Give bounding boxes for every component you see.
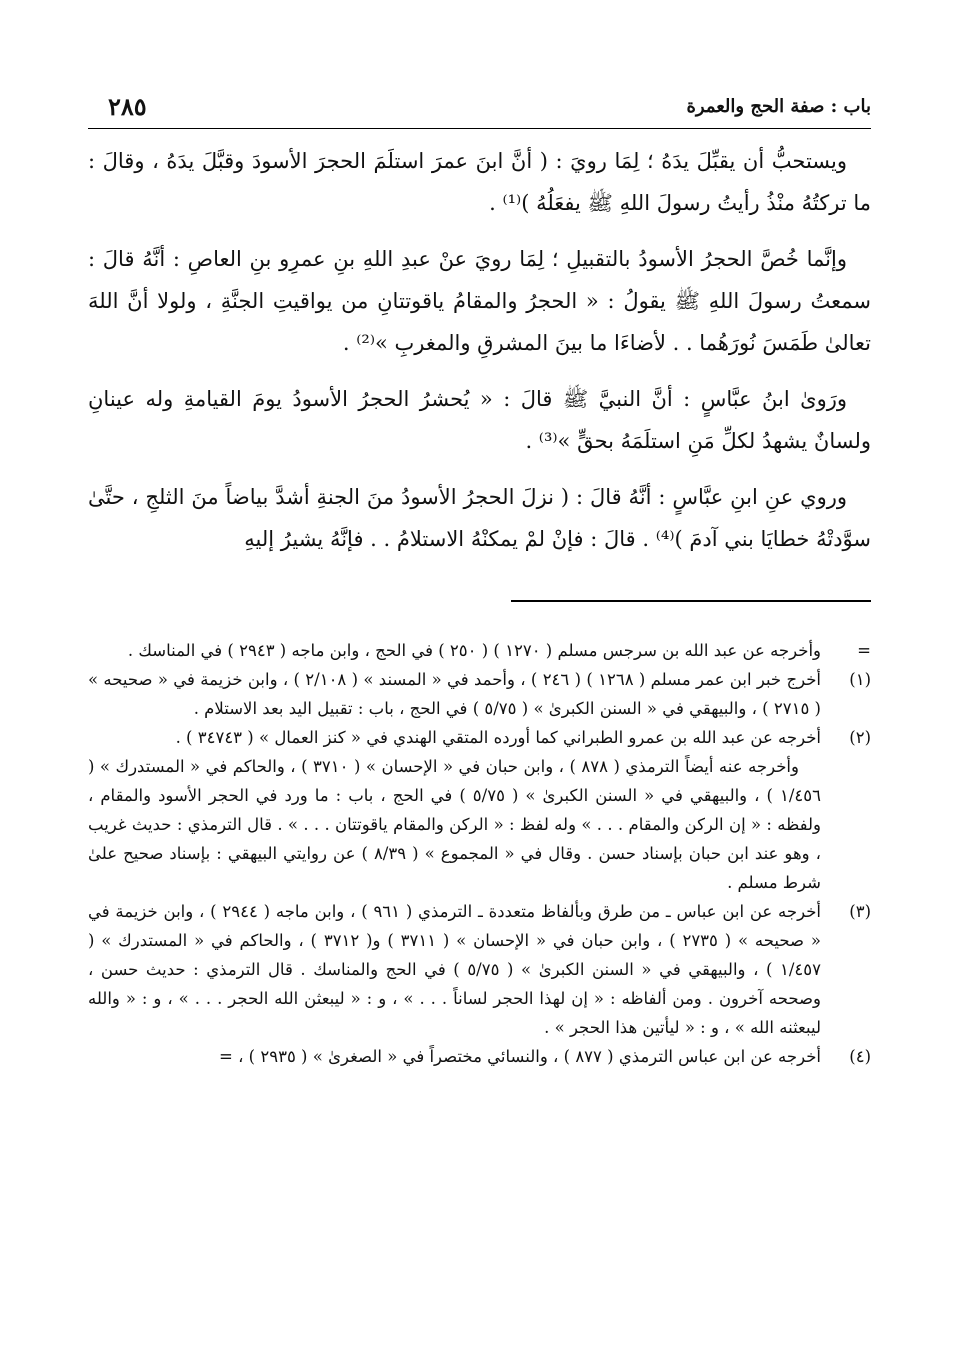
paragraph: وإنَّما خُصَّ الحجرُ الأسودُ بالتقبيلِ ؛ لِمَا رويَ عنْ عبدِ اللهِ بنِ عمرِو بنِ العاصِ : أنَّهُ قالَ : سمعتُ رسولَ اللهِ ﷺ يقولُ : « الحجرُ والمقامُ ياقوتتانِ من يواقيتِ الجنَّةِ ، ولولا أنَّ اللهَ تعالىٰ طَمَسَ نُورَهُما . . لأضاءَا ما بينَ المشرقِ والمغربِ »⁽²⁾ .	[88, 247, 871, 355]
footnote-3	[88, 897, 871, 1042]
footnote-1	[88, 665, 871, 723]
footnote-text: أخرجه عن ابن عباس الترمذي ( ٨٧٧ ) ، والنسائي مختصراً في « الصغرىٰ » ( ٢٩٣٥ ) ، =	[219, 1047, 821, 1066]
footnote-number: (٢)	[849, 728, 871, 747]
footnote-2-continued: وأخرجه عنه أيضاً الترمذي ( ٨٧٨ ) ، وابن حبان في « الإحسان » ( ٣٧١٠ ) ، والحاكم في « المستدرك » ( ١/٤٥٦ ) ، والبيهقي في « السنن الكبرىٰ » ( ٥/٧٥ ) في الحج ، باب : ما ورد في الحجر الأسود والمقام ، ولفظه : « إن الركن والمقام . . . » وله لفظ : « الركن والمقام ياقوتتان . . . » . قال الترمذي : حديث غريب ، وهو عند ابن حبان بإسناد حسن . وقال في « المجموع » ( ٨/٣٩ ) عن روايتي البيهقي : بإسناد صحيح علىٰ شرط مسلم .	[88, 757, 821, 892]
page-header	[88, 88, 871, 129]
footnote-continuation	[88, 636, 871, 665]
footnote-text: أخرج خبر ابن عمر مسلم ( ١٢٦٨ ) ( ٢٤٦ ) ، وأحمد في « المسند » ( ٢/١٠٨ ) ، وابن خزيمة في « صحيحه » ( ٢٧١٥ ) ، والبيهقي في « السنن الكبرىٰ » ( ٥/٧٥ ) في الحج ، باب : تقبيل اليد بعد الاستلام .	[88, 670, 821, 718]
footnote-number: (٤)	[849, 1047, 871, 1066]
footnote-text: أخرجه عن عبد الله بن عمرو الطبراني كما أورده المتقي الهندي في « كنز العمال » ( ٣٤٧٤٣ ) .	[175, 728, 821, 747]
paragraph: ويستحبُّ أن يقبِّلَ يدَهُ ؛ لِمَا رويَ : ( أنَّ ابنَ عمرَ استلَمَ الحجرَ الأسودَ وقبَّلَ يدَهُ ، وقالَ : ما تركتُهُ منْذُ رأيتُ رسولَ اللهِ ﷺ يفعَلُهُ )⁽¹⁾ .	[88, 149, 871, 215]
footnotes	[88, 636, 871, 1071]
footnote-number: (١)	[849, 670, 871, 689]
footnote-text: وأخرجه عن عبد الله بن سرجس مسلم ( ١٢٧٠ ) ( ٢٥٠ ) في الحج ، وابن ماجه ( ٢٩٤٣ ) في المناسك .	[127, 641, 821, 660]
running-title: باب : صفة الحج والعمرة	[686, 96, 871, 117]
footnote-4	[88, 1042, 871, 1071]
paragraph: وروي عنِ ابنِ عبَّاسٍ : أنَّهُ قالَ : ( نزلَ الحجرُ الأسودُ منَ الجنةِ أشدَّ بياضاً منَ الثلجِ ، حتَّىٰ سوَّدتْهُ خطايَا بني آدمَ )⁽⁴⁾ . قالَ : فإنْ لمْ يمكنْهُ الاستلامُ . . فإنَّهُ يشيرُ إليهِ	[88, 485, 871, 551]
footnote-2	[88, 723, 871, 752]
page-number: ٢٨٥	[108, 92, 147, 121]
paragraph: ورَوىٰ ابنُ عبَّاسٍ : أنَّ النبيَّ ﷺ قالَ : « يُحشرُ الحجرُ الأسودُ يومَ القيامةِ وله عينانِ ولسانٌ يشهدُ لكلِّ مَنِ استلَمَهُ بحقٍّ »⁽³⁾ .	[88, 387, 871, 453]
main-text	[88, 140, 871, 574]
footnote-separator	[511, 600, 871, 602]
footnote-number: (٣)	[849, 902, 871, 921]
footnote-text: أخرجه عن ابن عباس ـ من طرق وبألفاظ متعددة ـ الترمذي ( ٩٦١ ) ، وابن ماجه ( ٢٩٤٤ ) ، وابن خزيمة في « صحيحه » ( ٢٧٣٥ ) ، وابن حبان في « الإحسان » ( ٣٧١١ ) و( ٣٧١٢ ) ، والحاكم في « المستدرك » ( ١/٤٥٧ ) ، والبيهقي في « السنن الكبرىٰ » ( ٥/٧٥ ) في الحج والمناسك . قال الترمذي : حديث حسن ، وصححه آخرون . ومن ألفاظه : « إن لهذا الحجر لساناً . . . » ، و : « ليبعثن الله الحجر . . . » ، و : « والله ليبعثنه الله » ، و : « ليأتين هذا الحجر » .	[88, 902, 821, 1037]
continuation-marker: =	[857, 641, 871, 660]
